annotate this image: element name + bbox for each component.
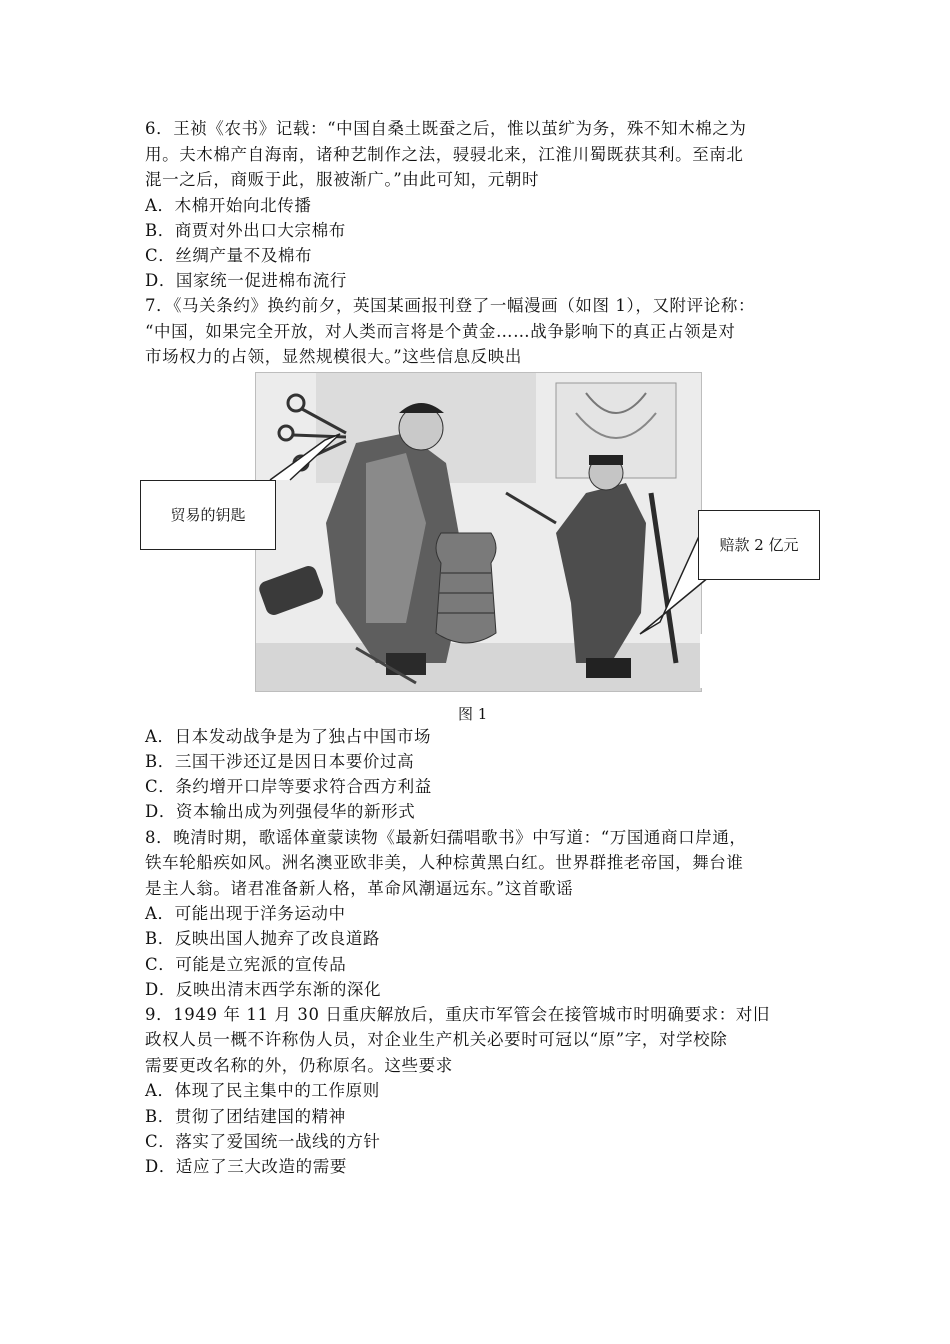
callout-indemnity xyxy=(698,510,820,580)
question-7 xyxy=(145,293,810,824)
cartoon-drawing xyxy=(256,373,701,691)
question-9-stem-line-3: 需要更改名称的外，仍称原名。这些要求 xyxy=(145,1055,453,1075)
question-8-stem-line-2: 铁车轮船疾如风。洲名澳亚欧非美，人种棕黄黑白红。世界群推老帝国，舞台谁 xyxy=(145,853,744,873)
question-6-stem-line-2: 用。夫木棉产自海南，诸种艺制作之法，骎骎北来，江淮川蜀既获其利。至南北 xyxy=(145,144,744,164)
question-7-stem-line-3: 市场权力的占领，显然规模很大。”这些信息反映出 xyxy=(145,347,522,367)
question-7-option-a: A．日本发动战争是为了独占中国市场 xyxy=(145,726,432,746)
question-6-option-d: D．国家统一促进棉布流行 xyxy=(145,271,347,291)
question-8 xyxy=(145,825,810,1002)
question-6-stem-line-1: 6．王祯《农书》记载：“中国自桑土既蚕之后，惟以茧纩为务，殊不知木棉之为 xyxy=(145,119,747,138)
question-7-option-d: D．资本输出成为列强侵华的新形式 xyxy=(145,802,416,822)
question-8-option-b: B．反映出国人抛弃了改良道路 xyxy=(145,929,381,949)
question-9 xyxy=(145,1002,810,1179)
question-6 xyxy=(145,116,810,293)
question-list xyxy=(145,116,810,1179)
question-6-option-a: A．木棉开始向北传播 xyxy=(145,195,312,215)
question-9-option-d: D．适应了三大改造的需要 xyxy=(145,1157,347,1177)
question-9-option-c: C．落实了爱国统一战线的方针 xyxy=(145,1131,381,1151)
callout-trade-keys-text: 贸易的钥匙 xyxy=(170,506,246,525)
question-7-option-b: B．三国干涉还辽是因日本要价过高 xyxy=(145,752,415,772)
question-6-option-b: B．商贾对外出口大宗棉布 xyxy=(145,220,346,240)
question-8-stem-line-1: 8．晚清时期，歌谣体童蒙读物《最新妇孺唱歌书》中写道：“万国通商口岸通， xyxy=(145,827,747,847)
figure-1 xyxy=(140,372,840,723)
question-6-option-c: C．丝绸产量不及棉布 xyxy=(145,245,313,265)
question-6-stem-line-3: 混一之后，商贩于此，服被渐广。”由此可知，元朝时 xyxy=(145,170,540,189)
question-7-option-c: C．条约增开口岸等要求符合西方利益 xyxy=(145,777,432,797)
question-9-option-b: B．贯彻了团结建国的精神 xyxy=(145,1106,346,1126)
question-8-stem-line-3: 是主人翁。诸君准备新人格，革命风潮逼远东。”这首歌谣 xyxy=(145,878,574,898)
white-patch xyxy=(700,634,820,688)
callout-trade-keys xyxy=(140,480,276,550)
question-8-option-d: D．反映出清末西学东渐的深化 xyxy=(145,979,382,999)
question-9-stem-line-1: 9．1949 年 11 月 30 日重庆解放后，重庆市军管会在接管城市时明确要求：对旧 xyxy=(145,1004,771,1024)
question-9-option-a: A．体现了民主集中的工作原则 xyxy=(145,1081,380,1101)
question-7-stem-line-1: 7．《马关条约》换约前夕，英国某画报刊登了一幅漫画（如图 1），又附评论称： xyxy=(145,296,756,316)
callout-indemnity-text: 赔款 2 亿元 xyxy=(719,536,799,555)
question-8-option-a: A．可能出现于洋务运动中 xyxy=(145,904,346,924)
question-9-stem-line-2: 政权人员一概不许称伪人员，对企业生产机关必要时可冠以“原”字，对学校除 xyxy=(145,1030,728,1050)
question-8-option-c: C．可能是立宪派的宣传品 xyxy=(145,954,347,974)
cartoon-illustration xyxy=(255,372,702,692)
question-7-stem-line-2: “中国，如果完全开放，对人类而言将是个黄金……战争影响下的真正占领是对 xyxy=(145,321,736,341)
figure-caption: 图 1 xyxy=(458,704,488,723)
